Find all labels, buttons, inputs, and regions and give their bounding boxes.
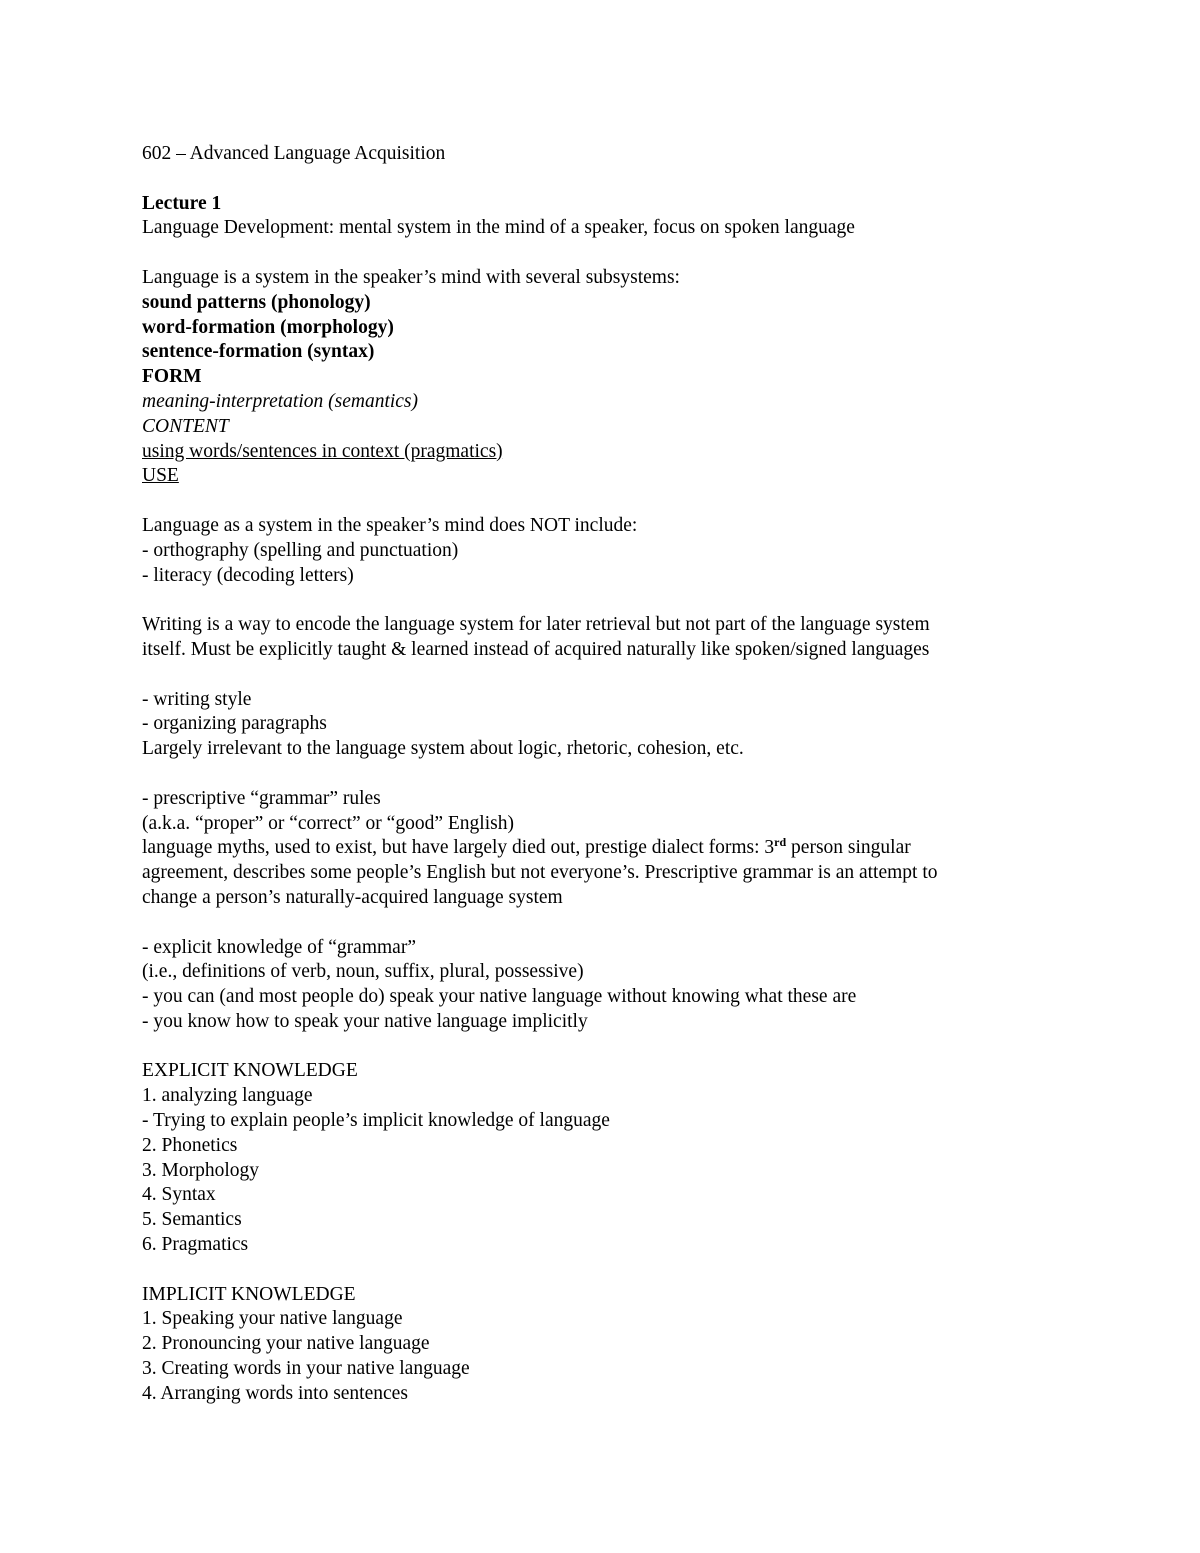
spacer [142,1035,1042,1060]
intro-text: Language Development: mental system in the mind of a speaker, focus on spoken language [142,217,855,239]
list-item: 2. Phonetics [142,1134,238,1156]
content-label: CONTENT [142,415,229,437]
list-item: 3. Creating words in your native language [142,1358,470,1380]
prescriptive-aka: (a.k.a. “proper” or “correct” or “good” English) [142,812,514,834]
writing-paragraph-line: itself. Must be explicitly taught & learned instead of acquired naturally like spoken/signed languages [142,638,930,660]
document-body [142,142,1042,1407]
form-label: FORM [142,366,202,388]
list-item: 4. Syntax [142,1184,216,1206]
ordinal-superscript: rd [774,835,787,850]
semantics-term: meaning-interpretation (semantics) [142,390,419,412]
myths-text-continued: person singular [786,837,911,859]
prescriptive-line: agreement, describes some people’s English but not everyone’s. Prescriptive grammar is an attempt to [142,862,938,884]
myths-text: language myths, used to exist, but have largely died out, prestige dialect forms: 3 [142,837,775,859]
list-item: - Trying to explain people’s implicit knowledge of language [142,1110,610,1132]
list-item: 2. Pronouncing your native language [142,1333,430,1355]
not-included-lead: Language as a system in the speaker’s mind does NOT include: [142,514,638,536]
spacer [142,588,1042,613]
prescriptive-line: change a person’s naturally-acquired language system [142,886,563,908]
subsystems-lead: Language is a system in the speaker’s mind with several subsystems: [142,266,680,288]
spacer [142,489,1042,514]
spacer [142,1258,1042,1283]
list-item: 1. analyzing language [142,1085,313,1107]
list-item: - literacy (decoding letters) [142,564,354,586]
phonology-term: sound patterns (phonology) [142,291,371,313]
lecture-heading: Lecture 1 [142,192,222,214]
spacer [142,663,1042,688]
style-note: Largely irrelevant to the language system about logic, rhetoric, cohesion, etc. [142,738,744,760]
explicit-grammar-item: - explicit knowledge of “grammar” [142,936,416,958]
syntax-term: sentence-formation (syntax) [142,341,375,363]
list-item: 6. Pragmatics [142,1234,249,1256]
morphology-term: word-formation (morphology) [142,316,394,338]
prescriptive-item: - prescriptive “grammar” rules [142,787,381,809]
spacer [142,911,1042,936]
spacer [142,241,1042,266]
explicit-grammar-ie: (i.e., definitions of verb, noun, suffix, plural, possessive) [142,961,584,983]
list-item: - organizing paragraphs [142,713,327,735]
list-item: 1. Speaking your native language [142,1308,403,1330]
course-title: 602 – Advanced Language Acquisition [142,143,446,164]
list-item: - you can (and most people do) speak your native language without knowing what these are [142,986,857,1008]
use-label: USE [142,465,179,487]
implicit-knowledge-heading: IMPLICIT KNOWLEDGE [142,1283,356,1305]
list-item: - you know how to speak your native language implicitly [142,1010,588,1032]
list-item: 4. Arranging words into sentences [142,1382,408,1404]
list-item: - writing style [142,688,252,710]
list-item: 5. Semantics [142,1209,242,1231]
spacer [142,762,1042,787]
pragmatics-term: using words/sentences in context (pragmatics) [142,440,503,462]
writing-paragraph-line: Writing is a way to encode the language system for later retrieval but not part of the language system [142,614,930,636]
explicit-knowledge-heading: EXPLICIT KNOWLEDGE [142,1060,358,1082]
spacer [142,167,1042,192]
list-item: - orthography (spelling and punctuation) [142,539,459,561]
prescriptive-myths-line [142,836,1042,861]
list-item: 3. Morphology [142,1159,259,1181]
